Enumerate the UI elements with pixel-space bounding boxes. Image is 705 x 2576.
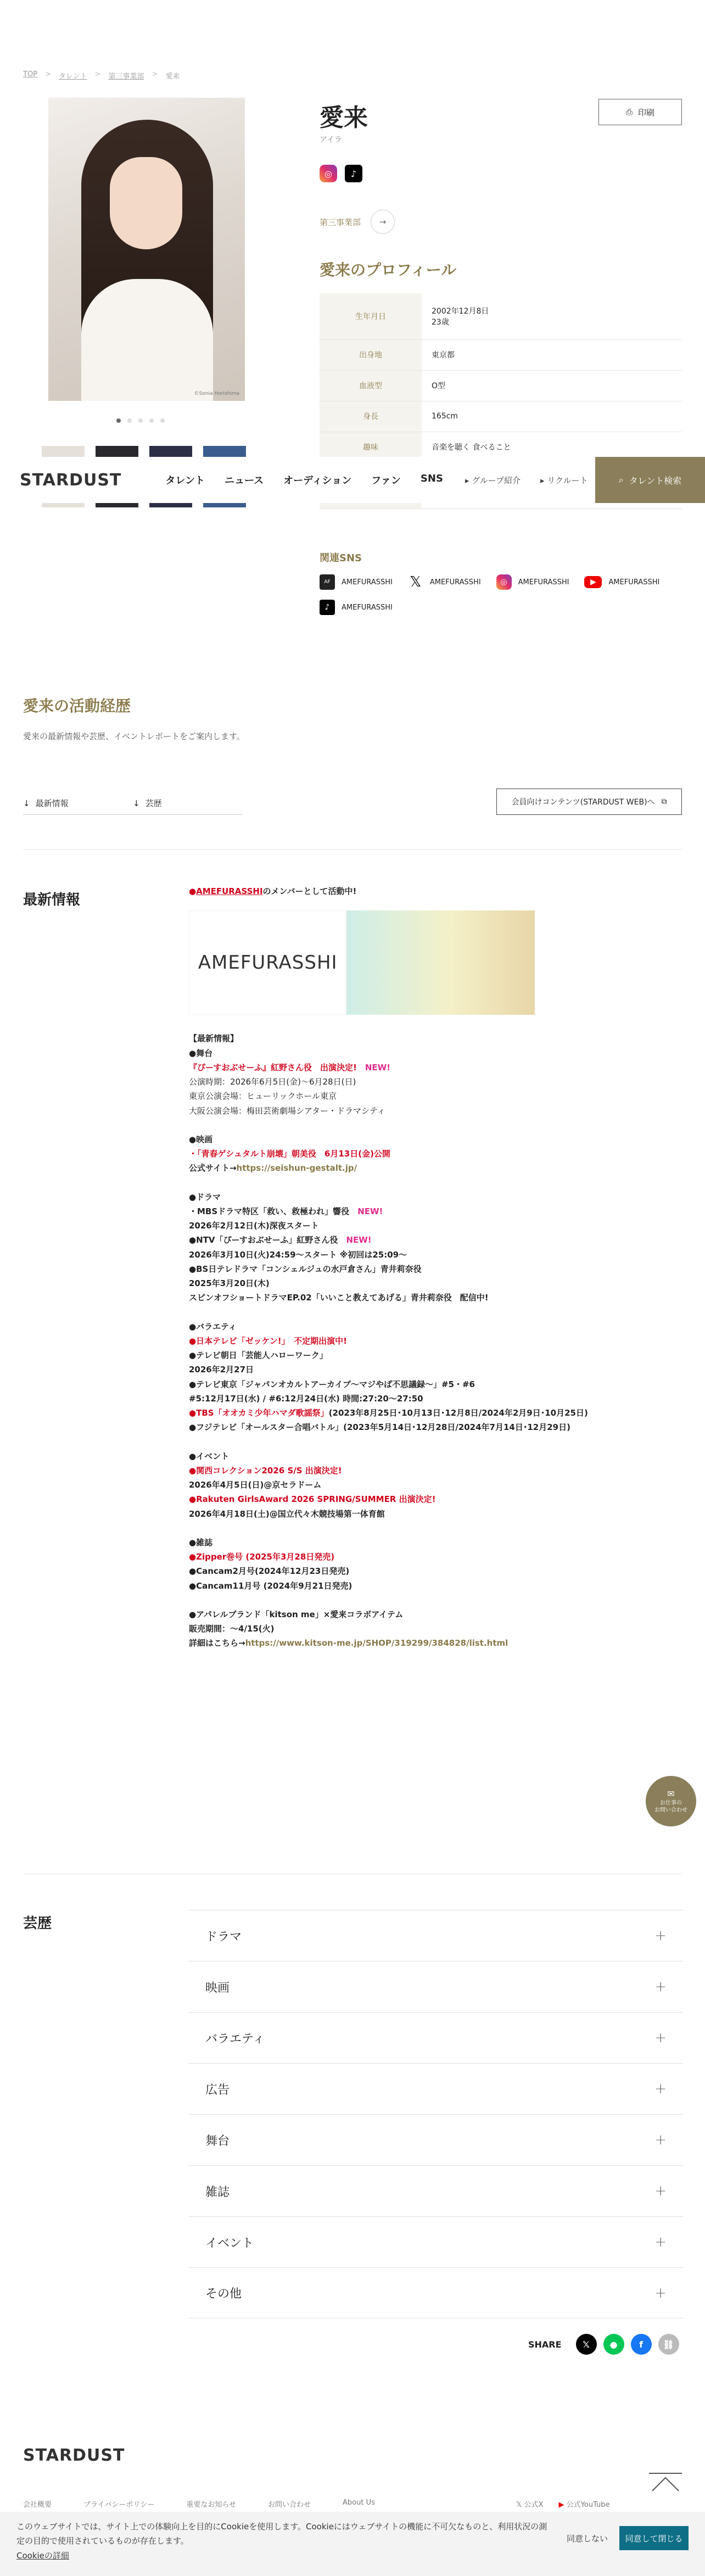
x-share-icon[interactable]: 𝕏	[576, 2334, 597, 2355]
related-sns-title: 関連SNS	[320, 552, 362, 564]
related-sns-list	[320, 574, 693, 615]
banner-logo: AMEFURASSHI	[189, 910, 346, 1015]
footer-about[interactable]: About Us	[343, 2499, 375, 2507]
breadcrumb-separator: >	[152, 70, 158, 79]
carousel-dot[interactable]	[138, 418, 143, 423]
photo-credit: ©Sonia Horishima	[194, 391, 239, 396]
anchor-latest[interactable]: ↓ 最新情報	[23, 794, 133, 815]
footer-privacy[interactable]: プライバシーポリシー	[83, 2501, 155, 2509]
search-icon: ⌕	[618, 474, 624, 485]
nav-recruit[interactable]: ▸ リクルート	[540, 475, 588, 485]
career-item-stage[interactable]: 舞台 +	[189, 2114, 683, 2165]
news-lead: ●AMEFURASSHIのメンバーとして活動中!	[189, 886, 357, 896]
breadcrumb-talent[interactable]: タレント	[58, 72, 87, 81]
talent-sns	[320, 165, 362, 182]
plus-icon: +	[654, 2030, 667, 2046]
related-sns-item[interactable]: ◎ AMEFURASSHI	[496, 574, 569, 590]
nav-fan[interactable]: ファン	[371, 475, 401, 487]
breadcrumb-top[interactable]: TOP	[23, 70, 38, 79]
career-item-event[interactable]: イベント +	[189, 2216, 683, 2267]
sub-nav	[465, 474, 588, 486]
activity-title: 愛来の活動経歴	[23, 697, 131, 715]
breadcrumb-separator: >	[45, 70, 51, 79]
fan-content-button[interactable]: 会員向けコンテンツ(STARDUST WEB)へ ⧉	[496, 789, 682, 815]
nav-audition[interactable]: オーディション	[283, 475, 352, 487]
arrow-down-icon: ↓	[23, 798, 30, 808]
profile-key: 身長	[320, 401, 422, 432]
carousel-dot[interactable]	[127, 418, 132, 423]
department-label: 第三事業部	[320, 217, 361, 227]
page-top-icon[interactable]	[649, 2471, 682, 2493]
career-accordion	[189, 1910, 683, 2318]
footer-logo[interactable]: STARDUST	[23, 2446, 125, 2465]
share-bar	[528, 2334, 679, 2355]
instagram-icon: ◎	[496, 574, 512, 590]
chevron-right-icon: ▸	[465, 475, 472, 485]
talent-search-button[interactable]: ⌕ タレント検索	[595, 457, 705, 503]
carousel-dot[interactable]	[160, 418, 165, 423]
plus-icon: +	[654, 1927, 667, 1944]
profile-photo	[48, 98, 245, 401]
copy-link-icon[interactable]: ⛓	[658, 2334, 679, 2355]
footer-contact[interactable]: お問い合わせ	[268, 2501, 311, 2509]
breadcrumb-current: 愛来	[165, 72, 180, 81]
printer-icon: ⎙	[625, 107, 633, 117]
talent-name: 愛来	[320, 104, 368, 132]
carousel-dot[interactable]	[116, 418, 121, 423]
nav-sns[interactable]: SNS	[420, 473, 443, 484]
print-label: 印刷	[638, 107, 655, 118]
news-body: ●AMEFURASSHIのメンバーとして活動中! AMEFURASSHI 【最新情報】 ●舞台 『ぴーすおぶせーふ』紅野さん役 出演決定! NEW! 公演時期：2026年6月5日(金)〜6月28日(日) 東京公演会場：ヒューリックホール東京 大阪公演会場：梅田芸術劇場シアター・ドラマシティ ●映画 ・「青春ゲシュタルト崩壊」朝美役 6月13日(金)公開 公式サイト→https://seishun-gestalt.jp/ ●ドラマ ・MBSドラマ特区「救い、救極われ」響役 NEW! 2026年2月12日(木)深夜スタート ●NTV「ぴーすおぶせーふ」紅野さん役 NEW! 2026年3月10日(火)24:59〜スタート ※初回は25:09〜 ●BS日テレドラマ「コンシェルジュの水戸倉さん」青井莉奈役 2025年3月20日(木) スピンオフショートドラマEP.02「いいこと教えてあげる」青井莉奈役 配信中! ●バラエティ ●日本テレビ「ゼッケン!」 不定期出演中! ●テレビ朝日「芸能人ハローワーク」 2026年2月27日 ●テレビ東京「ジャパンオカルトアーカイブ〜マジやば不思議録〜」#5・#6 #5:12月17日(水) / #6:12月24日(水) 時間:27:20〜27:50 ●TBS「オオカミ少年ハマダ歌謡祭」(2023年8月25日･10月13日･12月8日/2024年2月9日･10月25日) ●フジテレビ「オールスター合唱バトル」(2023年5月14日･12月28日/2024年7月14日･12月29日) ●イベント ●関西コレクション2026 S/S 出演決定! 2026年4月5日(日)@京セラドーム ●Rakuten GirlsAward 2026 SPRING/SUMMER 出演決定! 2026年4月18日(土)@国立代々木競技場第一体育館 ●雑誌 ●Zipper巻号 (2025年3月28日発売) ●Cancam2月号(2024年12月23日発売) ●Cancam11月号 (2024年9月21日発売) ●アパレルブランド「kitson me」×愛来コラボアイテム 販売期間：〜4/15(火) 詳細はこちら→https://www.kitson-me.jp/SHOP/319299/384828/list.html	[189, 884, 683, 1651]
site-header	[0, 457, 705, 503]
cookie-decline-button[interactable]: 同意しない	[567, 2534, 608, 2544]
career-item-movie[interactable]: 映画 +	[189, 1961, 683, 2012]
breadcrumb-separator: >	[94, 70, 101, 79]
carousel-dot[interactable]	[149, 418, 154, 423]
breadcrumb-department[interactable]: 第三事業部	[108, 72, 144, 81]
profile-value: 東京都	[422, 339, 682, 370]
plus-icon: +	[654, 2234, 667, 2250]
cookie-accept-button[interactable]: 同意して閉じる	[619, 2526, 689, 2550]
breadcrumb	[23, 70, 180, 81]
plus-icon: +	[654, 2081, 667, 2097]
profile-value: O型	[422, 370, 682, 401]
banner-photo	[346, 910, 535, 1015]
chevron-right-icon: ▸	[540, 475, 547, 485]
anchor-career[interactable]: ↓ 芸歴	[133, 794, 243, 815]
nav-group[interactable]: ▸ グループ紹介	[465, 475, 521, 485]
youtube-icon: ▶	[584, 576, 602, 588]
profile-key: 出身地	[320, 339, 422, 370]
external-link-icon: ⧉	[661, 797, 667, 806]
footer-notice[interactable]: 重要なお知らせ	[186, 2501, 236, 2509]
related-sns-item[interactable]: 𝕏 AMEFURASSHI	[408, 574, 481, 590]
career-item-other[interactable]: その他 +	[189, 2267, 683, 2318]
profile-value: 2002年12月8日 23歳	[422, 293, 682, 339]
footer-links	[23, 2499, 375, 2509]
plus-icon: +	[654, 2132, 667, 2148]
career-item-magazine[interactable]: 雑誌 +	[189, 2165, 683, 2216]
profile-row	[320, 339, 682, 370]
youtube-icon: ▶	[558, 2501, 567, 2509]
profile-row	[320, 293, 682, 339]
activity-anchor-links	[23, 794, 243, 815]
kitson-link[interactable]: https://www.kitson-me.jp/SHOP/319299/384828/list.html	[245, 1638, 508, 1649]
profile-row	[320, 370, 682, 401]
profile-row	[320, 401, 682, 432]
related-sns-item[interactable]: ▶ AMEFURASSHI	[584, 574, 659, 590]
nav-talent[interactable]: タレント	[165, 475, 205, 487]
plus-icon: +	[654, 2183, 667, 2199]
cookie-detail-link[interactable]: Cookieの詳細	[16, 2550, 69, 2561]
amefurasshi-link[interactable]: AMEFURASSHI	[196, 886, 263, 896]
related-sns-item[interactable]: ♪ AMEFURASSHI	[320, 600, 393, 615]
instagram-icon[interactable]: ◎	[320, 165, 337, 182]
footer-x[interactable]: 𝕏 公式X	[516, 2501, 544, 2509]
arrow-down-icon: ↓	[133, 798, 140, 808]
profile-key: 血液型	[320, 370, 422, 401]
tiktok-icon: ♪	[320, 600, 335, 615]
facebook-share-icon[interactable]: f	[631, 2334, 652, 2355]
main-nav	[165, 473, 443, 487]
profile-key: 生年月日	[320, 293, 422, 339]
career-item-drama[interactable]: ドラマ +	[189, 1910, 683, 1961]
divider	[23, 849, 682, 850]
profile-title: 愛来のプロフィール	[320, 261, 457, 279]
contact-button[interactable]: ✉ お仕事の お問い合わせ	[646, 1776, 696, 1826]
profile-value: 165cm	[422, 401, 682, 432]
cookie-text: このウェブサイトでは、サイト上での体験向上を目的にCookieを使用します。Cookieにはウェブサイトの機能に不可欠なものと、利用状況の測定の目的で使用されているものが存在します。 Cookieの詳細	[16, 2522, 547, 2561]
related-sns-item[interactable]: AF AMEFURASSHI	[320, 574, 393, 590]
tiktok-icon[interactable]: ♪	[345, 165, 362, 182]
profile-key: 趣味	[320, 432, 422, 462]
talent-kana: アイラ	[320, 136, 342, 144]
x-icon: 𝕏	[516, 2501, 524, 2509]
site-logo[interactable]: STARDUST	[20, 470, 122, 490]
activity-subtitle: 愛来の最新情報や芸歴、イベントレポートをご案内します。	[23, 731, 245, 741]
news-banner[interactable]	[189, 910, 535, 1015]
news-title: 最新情報	[23, 892, 81, 908]
seishun-link[interactable]: https://seishun-gestalt.jp/	[236, 1163, 357, 1174]
footer-youtube[interactable]: ▶ 公式YouTube	[558, 2501, 610, 2509]
department-link[interactable]	[320, 210, 395, 234]
arrow-right-icon: →	[371, 210, 395, 234]
plus-icon: +	[654, 1979, 667, 1995]
plus-icon: +	[654, 2284, 667, 2301]
career-item-variety[interactable]: バラエティ +	[189, 2012, 683, 2063]
career-item-ad[interactable]: 広告 +	[189, 2063, 683, 2114]
footer-sns	[516, 2499, 610, 2509]
career-title: 芸歴	[23, 1915, 52, 1932]
x-icon: 𝕏	[410, 574, 422, 590]
footer-company[interactable]: 会社概要	[23, 2501, 52, 2509]
profile-value: 音楽を聴く 食べること	[422, 432, 682, 462]
amefurasshi-icon: AF	[320, 574, 335, 590]
print-button[interactable]	[598, 99, 682, 125]
carousel-dots	[116, 418, 165, 423]
share-label: SHARE	[528, 2339, 562, 2350]
mail-icon: ✉	[667, 1788, 675, 1799]
line-share-icon[interactable]: ●	[603, 2334, 624, 2355]
nav-news[interactable]: ニュース	[224, 475, 264, 487]
